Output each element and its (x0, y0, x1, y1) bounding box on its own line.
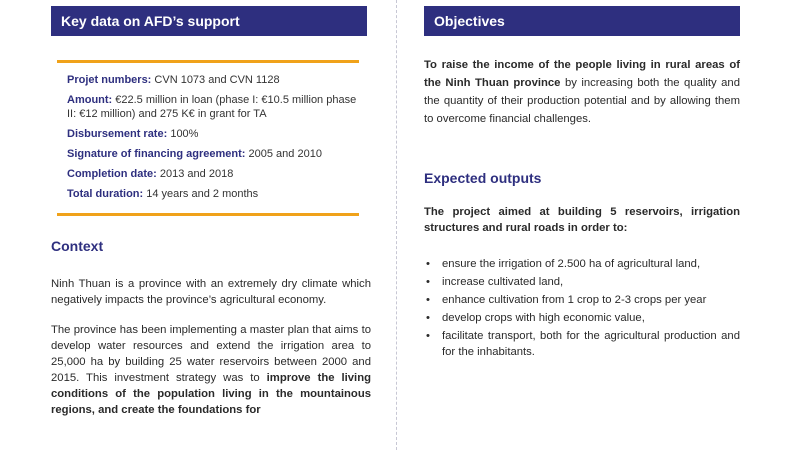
list-item: • develop crops with high economic value, (426, 312, 645, 324)
key-data-list (51, 63, 367, 213)
key-item-duration: Total duration: 14 years and 2 months (67, 188, 259, 200)
list-item: • enhance cultivation from 1 crop to 2-3 crops per year (426, 294, 707, 306)
key-data-header: Key data on AFD’s support (51, 6, 367, 36)
column-divider (396, 0, 397, 450)
key-item-disbursement: Disbursement rate: 100% (67, 128, 199, 140)
list-item: • ensure the irrigation of 2.500 ha of agricultural land, (426, 258, 701, 270)
context-title: Context (51, 238, 104, 254)
list-item: • increase cultivated land, (426, 276, 564, 288)
context-paragraph-1: Ninh Thuan is a province with an extremely dry climate which negatively impacts the province’s agricultural economy. (51, 278, 371, 306)
bullet-icon: • (426, 258, 430, 270)
left-column (51, 0, 371, 418)
expected-outputs-title: Expected outputs (424, 170, 542, 186)
key-item-amount: Amount: €22.5 million in loan (phase I: €10.5 million phase II: €12 million) and 275 K€ in grant for TA (67, 94, 357, 120)
bullet-icon: • (426, 294, 430, 306)
context-paragraph-2: The province has been implementing a master plan that aims to develop water resources and extend the irrigation area to 25,000 ha by building 25 water reservoirs between 2000 and 2015. This investment strategy was to improve the living conditions of the population living in the mountainous regions, and create the foundations for (51, 324, 372, 416)
expected-outputs-list (424, 256, 740, 360)
right-column (424, 0, 740, 362)
bullet-icon: • (426, 330, 430, 342)
bullet-icon: • (426, 276, 430, 288)
objectives-text: To raise the income of the people living in rural areas of the Ninh Thuan province by increasing both the quality and the quantity of their production potential and by allowing them to overcome financial challenges. (424, 59, 740, 125)
bullet-icon: • (426, 312, 430, 324)
objectives-header: Objectives (424, 6, 740, 36)
key-item-completion: Completion date: 2013 and 2018 (67, 168, 234, 180)
bottom-orange-rule (57, 213, 359, 216)
key-data-box (51, 60, 367, 216)
key-item-project-numbers: Projet numbers: CVN 1073 and CVN 1128 (67, 74, 280, 86)
list-item: • facilitate transport, both for the agricultural production and for the inhabitants. (426, 330, 740, 358)
key-item-signature: Signature of financing agreement: 2005 and 2010 (67, 148, 322, 160)
expected-outputs-intro: The project aimed at building 5 reservoirs, irrigation structures and rural roads in order to: (424, 206, 740, 234)
